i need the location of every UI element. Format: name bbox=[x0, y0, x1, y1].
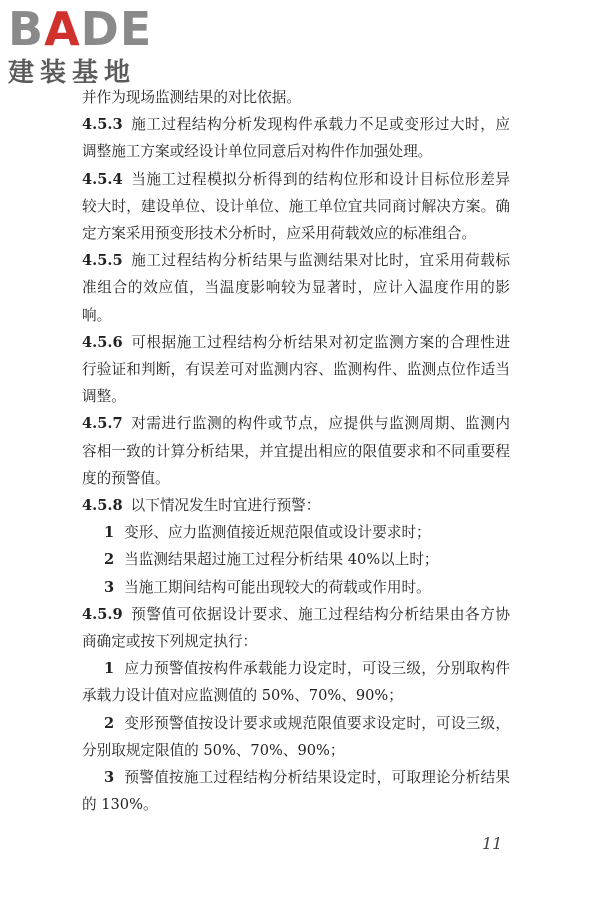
clause-4-5-4 bbox=[82, 166, 510, 248]
clause-text: 可根据施工过程结构分析结果对初定监测方案的合理性进行验证和判断，有误差可对监测内容、监测构件、监测点位作适当调整。 bbox=[82, 333, 510, 406]
page-number: 11 bbox=[482, 834, 503, 853]
logo-letter-b: B bbox=[8, 2, 45, 56]
clause-text: 施工过程结构分析结果与监测结果对比时，宜采用荷载标准组合的效应值，当温度影响较为显著时，应计入温度作用的影响。 bbox=[82, 252, 510, 324]
clause-text: 以下情况发生时宜进行预警： bbox=[130, 497, 321, 515]
clause-4-5-8 bbox=[82, 492, 510, 519]
clause-text: 施工过程结构分析发现构件承载力不足或变形过大时，应调整施工方案或经设计单位同意后对构件作加强处理。 bbox=[82, 116, 510, 161]
item-number: 3 bbox=[104, 578, 115, 596]
logo-subtitle: 建装基地 bbox=[8, 58, 137, 88]
clause-text: 对需进行监测的构件或节点，应提供与监测周期、监测内容相一致的计算分析结果，并宜提出相应的限值要求和不同重要程度的预警值。 bbox=[82, 415, 510, 487]
clause-item bbox=[82, 764, 510, 818]
clause-number: 4.5.3 bbox=[82, 116, 123, 134]
logo-letters-de: DE bbox=[80, 2, 153, 56]
item-number: 2 bbox=[104, 551, 115, 569]
clause-item bbox=[82, 519, 510, 546]
clause-4-5-3 bbox=[82, 111, 510, 165]
item-text: 变形预警值按设计要求或规范限值要求设定时，可设三级，分别取规定限值的 50%、70%、90%； bbox=[82, 714, 510, 759]
logo-letter-a: A bbox=[44, 2, 81, 56]
clause-4-5-7 bbox=[82, 410, 510, 492]
clause-item bbox=[82, 546, 510, 573]
clause-text: 当施工过程模拟分析得到的结构位形和设计目标位形差异较大时，建设单位、设计单位、施工单位宜共同商讨解决方案。确定方案采用预变形技术分析时，应采用荷载效应的标准组合。 bbox=[82, 170, 510, 243]
page-body bbox=[82, 84, 510, 818]
clause-4-5-9 bbox=[82, 601, 510, 655]
clause-number: 4.5.8 bbox=[82, 497, 123, 515]
clause-item bbox=[82, 710, 510, 764]
item-text: 变形、应力监测值接近规范限值或设计要求时； bbox=[124, 524, 431, 542]
logo-mark bbox=[8, 4, 178, 54]
intro-line: 并作为现场监测结果的对比依据。 bbox=[82, 89, 301, 106]
item-text: 当监测结果超过施工过程分析结果 40%以上时； bbox=[124, 551, 439, 569]
site-logo bbox=[8, 4, 178, 89]
clause-number: 4.5.9 bbox=[82, 605, 123, 623]
clause-number: 4.5.4 bbox=[82, 170, 123, 188]
item-number: 1 bbox=[104, 660, 115, 678]
item-number: 1 bbox=[104, 524, 115, 542]
clause-item bbox=[82, 655, 510, 709]
item-text: 预警值按施工过程结构分析结果设定时，可取理论分析结果的 130%。 bbox=[82, 769, 510, 814]
clause-text: 预警值可依据设计要求、施工过程结构分析结果由各方协商确定或按下列规定执行： bbox=[82, 605, 510, 651]
item-number: 3 bbox=[104, 769, 115, 787]
clause-list bbox=[82, 111, 510, 818]
clause-4-5-5 bbox=[82, 247, 510, 329]
item-text: 应力预警值按构件承载能力设定时，可设三级，分别取构件承载力设计值对应监测值的 50%、70%、90%； bbox=[82, 660, 510, 705]
item-text: 当施工期间结构可能出现较大的荷载或作用时。 bbox=[124, 578, 431, 596]
item-number: 2 bbox=[104, 714, 115, 732]
clause-number: 4.5.5 bbox=[82, 252, 123, 270]
clause-number: 4.5.6 bbox=[82, 333, 123, 351]
clause-item bbox=[82, 574, 510, 601]
clause-number: 4.5.7 bbox=[82, 415, 123, 433]
clause-4-5-6 bbox=[82, 329, 510, 411]
